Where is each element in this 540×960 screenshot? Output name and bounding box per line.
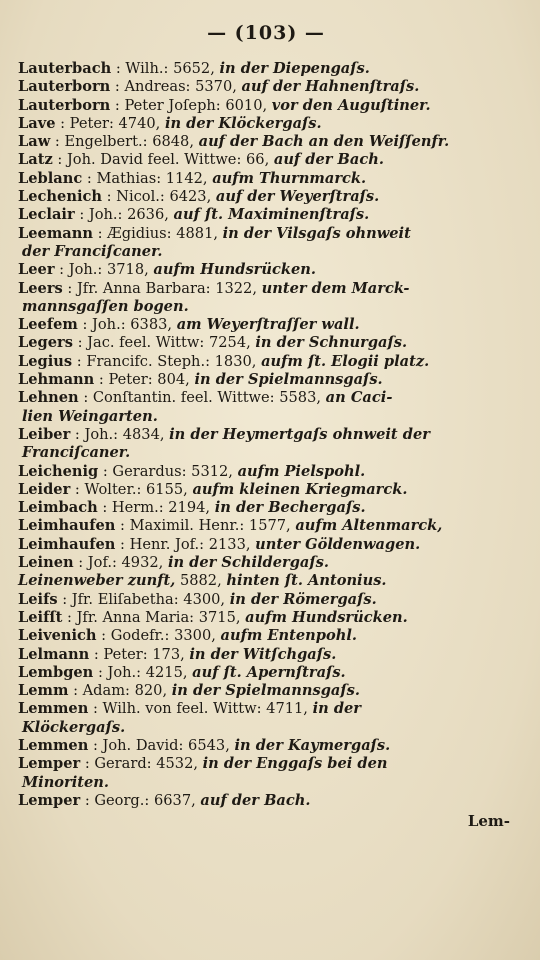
entry-surname: Leifs bbox=[18, 590, 58, 608]
entry-details: : Peter: 804, bbox=[98, 371, 190, 389]
directory-entry bbox=[18, 133, 514, 151]
entry-details: : Peter: 173, bbox=[93, 645, 185, 663]
entry-details: : Joh.: 2636, bbox=[79, 206, 169, 224]
entry-location: auf ſt. Apernſtraſs. bbox=[192, 663, 346, 681]
directory-entry bbox=[18, 792, 514, 810]
entry-location-continued: Franciſcaner. bbox=[22, 444, 131, 462]
entry-location: in der Klöckergaſs. bbox=[164, 114, 322, 132]
entry-continuation bbox=[18, 298, 514, 316]
entry-details: : Jof.: 4932, bbox=[78, 554, 164, 572]
directory-entry bbox=[18, 60, 514, 78]
entry-location: in der Römergaſs. bbox=[229, 590, 377, 608]
directory-entry bbox=[18, 591, 514, 609]
entry-continuation bbox=[18, 408, 514, 426]
entry-surname: Lauterborn bbox=[18, 96, 111, 114]
entry-details: : Nicol.: 6423, bbox=[106, 188, 212, 206]
directory-entry bbox=[18, 280, 514, 298]
directory-entry bbox=[18, 664, 514, 682]
entry-surname: Leers bbox=[18, 279, 63, 297]
entry-details: : Gerardus: 5312, bbox=[102, 462, 233, 480]
directory-entry bbox=[18, 554, 514, 572]
entry-details: : Jfr. Anna Barbara: 1322, bbox=[67, 279, 257, 297]
entry-surname: Lauterbach bbox=[18, 60, 112, 77]
directory-entry bbox=[18, 463, 514, 481]
directory-entry bbox=[18, 682, 514, 700]
entry-location-continued: Klöckergaſs. bbox=[22, 718, 126, 736]
entry-surname: Lehmann bbox=[18, 371, 95, 389]
entry-location: auf der Hahnenſtraſs. bbox=[241, 78, 420, 96]
entry-surname: Leimhaufen bbox=[18, 535, 116, 553]
directory-entry bbox=[18, 78, 514, 96]
directory-entry bbox=[18, 481, 514, 499]
entry-surname: Leer bbox=[18, 261, 55, 279]
entry-surname: Lechenich bbox=[18, 188, 102, 206]
entry-location-continued: lien Weingarten. bbox=[22, 407, 158, 425]
directory-entry bbox=[18, 97, 514, 115]
entry-surname: Lembgen bbox=[18, 663, 94, 681]
entry-location: vor den Auguſtiner. bbox=[271, 96, 431, 114]
directory-entry bbox=[18, 151, 514, 169]
entry-details: : Francifc. Steph.: 1830, bbox=[76, 352, 257, 370]
entry-location: in der bbox=[312, 700, 361, 718]
entry-surname: Leivenich bbox=[18, 627, 97, 645]
entry-surname: Lave bbox=[18, 114, 56, 132]
entry-continuation bbox=[18, 243, 514, 261]
entry-location: in der Bechergaſs. bbox=[214, 499, 366, 517]
entry-details: : Andreas: 5370, bbox=[114, 78, 237, 96]
entry-location: in der Witſchgaſs. bbox=[189, 645, 337, 663]
directory-entry bbox=[18, 700, 514, 718]
entry-details: : Henr. Jof.: 2133, bbox=[120, 535, 251, 553]
directory-entry bbox=[18, 499, 514, 517]
entry-surname: Lemm bbox=[18, 682, 69, 700]
directory-entry bbox=[18, 225, 514, 243]
entry-location: auf der Weyerſtraſs. bbox=[215, 188, 380, 206]
page-number: — (103) — bbox=[207, 22, 325, 44]
entry-details: : Mathias: 1142, bbox=[86, 169, 208, 187]
catchword: Lem- bbox=[467, 812, 510, 831]
directory-entry bbox=[18, 536, 514, 554]
entry-surname: Lemmen bbox=[18, 736, 89, 754]
entry-details: : Peter Joſeph: 6010, bbox=[114, 96, 268, 114]
entry-details: 5882, bbox=[179, 572, 222, 590]
entry-surname: Leemann bbox=[18, 224, 93, 242]
entry-location: in der Diepengaſs. bbox=[219, 60, 370, 77]
entry-details: : Joh.: 4834, bbox=[74, 425, 165, 443]
entry-surname: Leimhaufen bbox=[18, 517, 116, 535]
entry-surname: Leimbach bbox=[18, 499, 98, 517]
entry-surname: Leider bbox=[18, 480, 71, 498]
directory-entry bbox=[18, 115, 514, 133]
directory-entry bbox=[18, 646, 514, 664]
entry-surname: Leinenweber zunft, bbox=[18, 572, 176, 590]
entry-location: unter Göldenwagen. bbox=[255, 535, 421, 553]
entry-surname: Leblanc bbox=[18, 169, 83, 187]
entry-details: : Joh.: 4215, bbox=[97, 663, 188, 681]
entry-surname: Leinen bbox=[18, 554, 74, 572]
entry-surname: Leichenig bbox=[18, 462, 99, 480]
directory-entry bbox=[18, 316, 514, 334]
entry-location: hinten ſt. Antonius. bbox=[226, 572, 387, 590]
entry-location: aufm kleinen Kriegmarck. bbox=[192, 480, 408, 498]
entry-surname: Latz bbox=[18, 151, 53, 169]
entry-location: auf ſt. Maximinenſtraſs. bbox=[173, 206, 370, 224]
entry-surname: Lemmen bbox=[18, 700, 89, 718]
entry-location: in der Heymertgaſs ohnweit der bbox=[169, 425, 430, 443]
entry-location-continued: Minoriten. bbox=[22, 773, 109, 791]
entry-surname: Leiber bbox=[18, 425, 71, 443]
entry-surname: Legius bbox=[18, 352, 73, 370]
entry-location: aufm Hundsrücken. bbox=[245, 608, 408, 626]
directory-entry bbox=[18, 572, 514, 590]
entry-surname: Leclair bbox=[18, 206, 75, 224]
entry-location-continued: mannsgaſſen bogen. bbox=[22, 297, 189, 315]
directory-entry bbox=[18, 426, 514, 444]
directory-entry bbox=[18, 334, 514, 352]
entry-surname: Lelmann bbox=[18, 645, 90, 663]
directory-entry bbox=[18, 170, 514, 188]
entry-details: : Godefr.: 3300, bbox=[101, 627, 216, 645]
entry-details: : Conſtantin. feel. Wittwe: 5583, bbox=[83, 389, 322, 407]
directory-entry bbox=[18, 188, 514, 206]
directory-entry bbox=[18, 371, 514, 389]
entry-location: aufm Thurnmarck. bbox=[212, 169, 367, 187]
directory-entry bbox=[18, 206, 514, 224]
entry-location: auf der Bach. bbox=[273, 151, 384, 169]
directory-entry bbox=[18, 755, 514, 773]
entry-location: in der Vilsgaſs ohnweit bbox=[222, 224, 411, 242]
entry-surname: Law bbox=[18, 133, 51, 151]
entry-details: : Wilh.: 5652, bbox=[115, 60, 215, 77]
entry-details: : Jac. feel. Wittw: 7254, bbox=[77, 334, 251, 352]
entry-details: : Wilh. von feel. Wittw: 4711, bbox=[92, 700, 308, 718]
entry-surname: Lehnen bbox=[18, 389, 79, 407]
entry-surname: Lemper bbox=[18, 755, 81, 773]
directory-entry bbox=[18, 353, 514, 371]
entry-location: in der Enggaſs bei den bbox=[202, 755, 388, 773]
directory-entry bbox=[18, 609, 514, 627]
entry-surname: Lauterborn bbox=[18, 78, 111, 96]
entry-location: in der Spielmannsgaſs. bbox=[194, 371, 383, 389]
entry-details: : Joh.: 6383, bbox=[82, 316, 173, 334]
entry-surname: Leefem bbox=[18, 316, 78, 334]
entry-continuation bbox=[18, 444, 514, 462]
entry-details: : Georg.: 6637, bbox=[84, 791, 196, 809]
entry-location: in der Kaymergaſs. bbox=[234, 736, 391, 754]
entry-details: : Ægidius: 4881, bbox=[97, 224, 218, 242]
entry-location: unter dem Marck- bbox=[261, 279, 410, 297]
entry-location: an Caci- bbox=[325, 389, 393, 407]
entry-location: aufm Hundsrücken. bbox=[153, 261, 316, 279]
entry-location: aufm Pielspohl. bbox=[237, 462, 366, 480]
directory-entry bbox=[18, 389, 514, 407]
entry-details: : Jfr. Anna Maria: 3715, bbox=[67, 608, 241, 626]
entry-details: : Maximil. Henr.: 1577, bbox=[120, 517, 291, 535]
directory-entry bbox=[18, 261, 514, 279]
entry-details: : Peter: 4740, bbox=[60, 114, 161, 132]
entry-details: : Joh.: 3718, bbox=[59, 261, 149, 279]
directory-entry bbox=[18, 737, 514, 755]
entry-details: : Gerard: 4532, bbox=[84, 755, 198, 773]
entry-details: : Wolter.: 6155, bbox=[74, 480, 188, 498]
entry-details: : Jfr. Eliſabetha: 4300, bbox=[62, 590, 226, 608]
entry-location: aufm Altenmarck, bbox=[295, 517, 443, 535]
entry-location: auf der Bach. bbox=[200, 791, 311, 809]
entry-location: in der Schildergaſs. bbox=[167, 554, 329, 572]
entry-list bbox=[18, 60, 514, 810]
entry-surname: Leifſt bbox=[18, 608, 63, 626]
entry-location: in der Schnurgaſs. bbox=[255, 334, 408, 352]
entry-location: aufm Entenpohl. bbox=[220, 627, 357, 645]
entry-details: : Joh. David: 6543, bbox=[92, 736, 230, 754]
entry-location: aufm ſt. Elogii platz. bbox=[261, 352, 430, 370]
entry-continuation bbox=[18, 719, 514, 737]
entry-details: : Adam: 820, bbox=[73, 682, 168, 700]
entry-location: in der Spielmannsgaſs. bbox=[171, 682, 360, 700]
entry-details: : Herm.: 2194, bbox=[102, 499, 211, 517]
entry-details: : Engelbert.: 6848, bbox=[54, 133, 194, 151]
entry-location-continued: der Franciſcaner. bbox=[22, 242, 163, 260]
directory-entry bbox=[18, 517, 514, 535]
entry-surname: Legers bbox=[18, 334, 73, 352]
entry-details: : Joh. David feel. Wittwe: 66, bbox=[57, 151, 270, 169]
directory-entry bbox=[18, 627, 514, 645]
entry-location: auf der Bach an den Weiſſenfr. bbox=[198, 133, 450, 151]
entry-location: am Weyerſtraſſer wall. bbox=[176, 316, 360, 334]
entry-surname: Lemper bbox=[18, 791, 81, 809]
entry-continuation bbox=[18, 774, 514, 792]
